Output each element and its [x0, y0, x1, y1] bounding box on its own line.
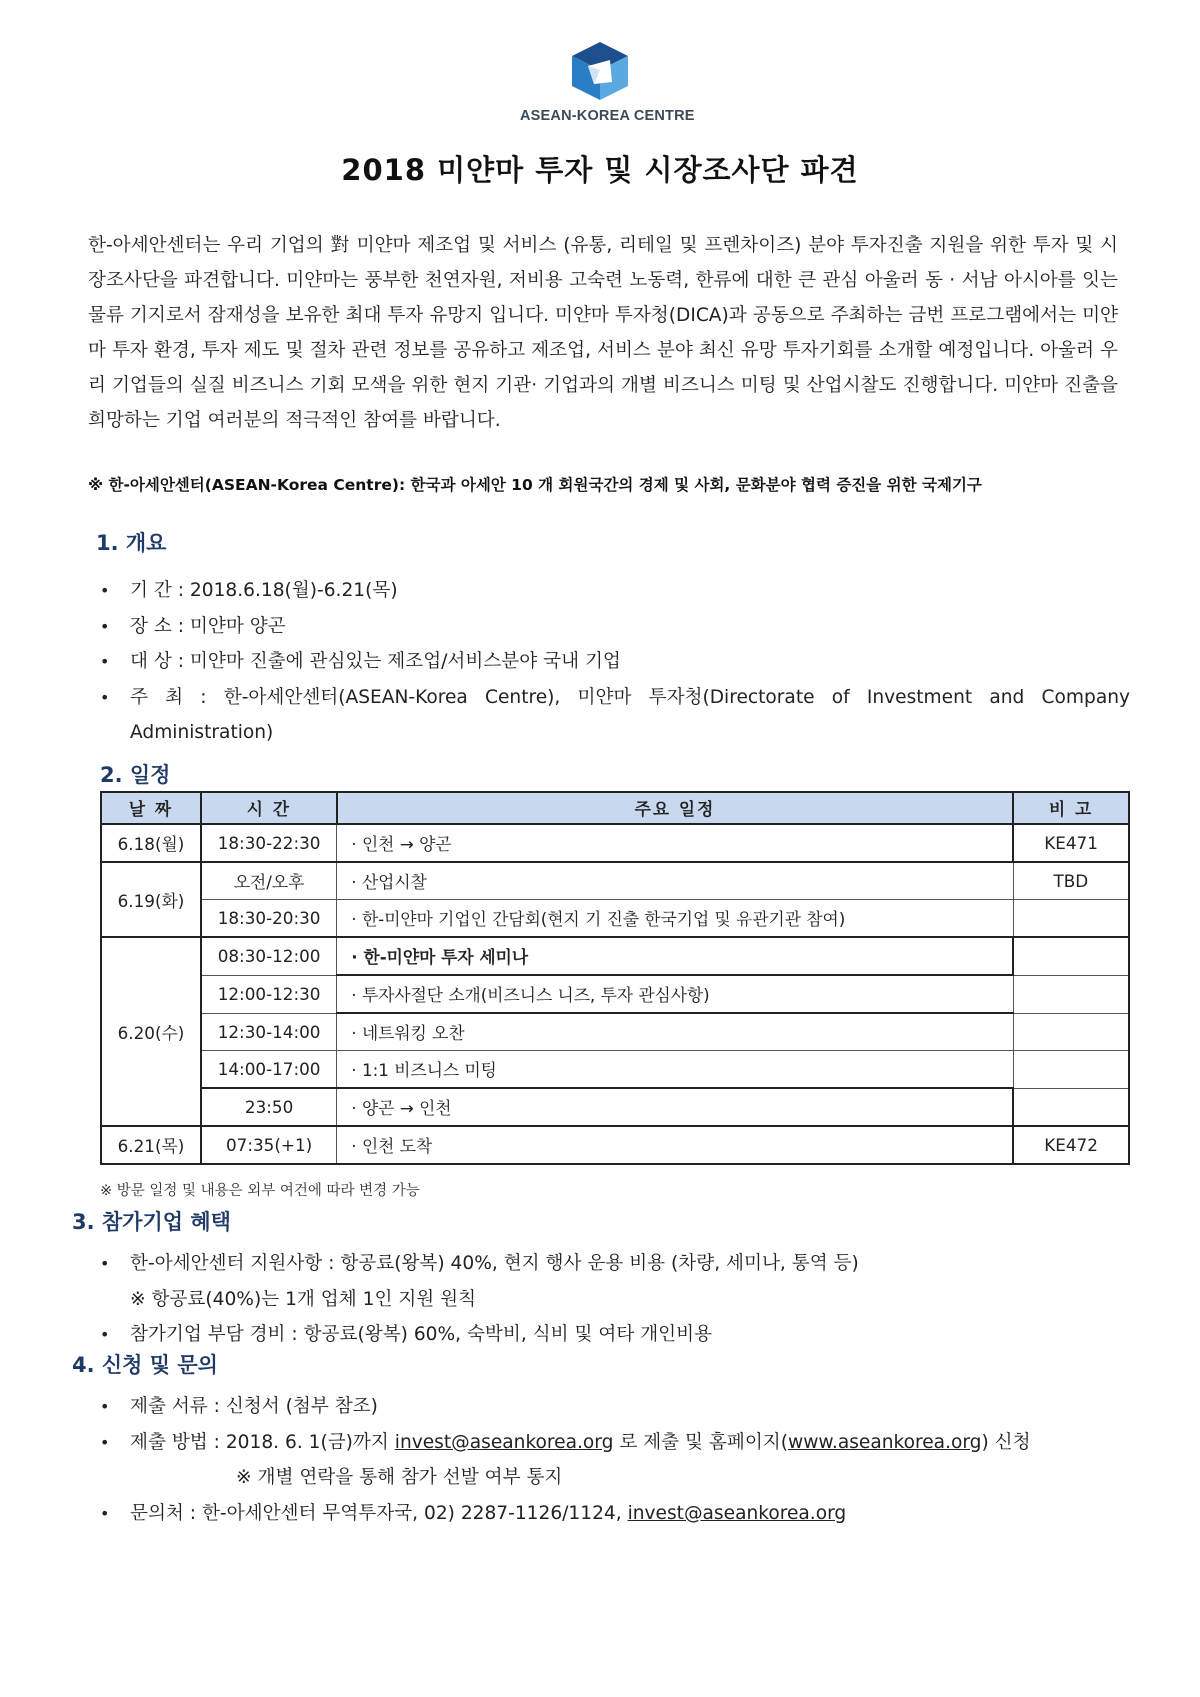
time-cell: 07:35(+1) [201, 1126, 337, 1164]
note-cell [1013, 900, 1129, 938]
note-cell: TBD [1013, 862, 1129, 900]
homepage-link[interactable]: www.aseankorea.org [788, 1431, 982, 1453]
table-row [101, 937, 1129, 975]
time-cell: 18:30-22:30 [201, 824, 337, 862]
section-2-heading: 2. 일정 [100, 763, 171, 787]
logo-text: ASEAN-KOREA CENTRE [520, 108, 695, 124]
list-item: • 제출 서류 : 신청서 (첨부 참조) [100, 1389, 1130, 1425]
page-title: 2018 미얀마 투자 및 시장조사단 파견 [341, 153, 859, 187]
note-cell [1013, 1088, 1129, 1126]
list-item: • 주 최 : 한-아세안센터(ASEAN-Korea Centre), 미얀마 투자청(Directorate of Investment and Company Administration) [100, 680, 1130, 751]
table-row [101, 824, 1129, 862]
list-item [100, 1425, 1130, 1496]
overview-list [100, 573, 1130, 751]
intro-paragraph: 한-아세안센터는 우리 기업의 對 미얀마 제조업 및 서비스 (유통, 리테일 및 프렌차이즈) 분야 투자진출 지원을 위한 투자 및 시장조사단을 파견합니다. 미얀마는 풍부한 천연자원, 저비용 고숙련 노동력, 한류에 대한 큰 관심 아울러 동 · 서남 아시아를 잇는 물류 기지로서 잠재성을 보유한 최대 투자 유망지 입니다. 미얀마 투자청(DICA)과 공동으로 주최하는 금번 프로그램에서는 미얀마 투자 환경, 투자 제도 및 절차 관련 정보를 공유하고 제조업, 서비스 분야 최신 유망 투자기회를 소개할 예정입니다. 아울러 우리 기업들의 실질 비즈니스 기회 모색을 위한 현지 기관· 기업과의 개별 비즈니스 미팅 및 산업시찰도 진행합니다. 미얀마 진출을 희망하는 기업 여러분의 적극적인 참여를 바랍니다. [88, 235, 1118, 431]
logo-cube-icon [568, 40, 632, 102]
event-cell: · 양곤 → 인천 [337, 1088, 1013, 1126]
email-link[interactable]: invest@aseankorea.org [394, 1431, 614, 1453]
table-row [101, 862, 1129, 900]
time-cell: 23:50 [201, 1088, 337, 1126]
event-cell: · 네트워킹 오찬 [337, 1013, 1013, 1051]
event-cell: · 인천 → 양곤 [337, 824, 1013, 862]
header-event: 주요 일정 [337, 792, 1013, 824]
schedule-table [100, 791, 1130, 1165]
section-3-heading: 3. 참가기업 혜택 [72, 1210, 231, 1234]
application-list [100, 1389, 1130, 1531]
table-row [101, 975, 1129, 1013]
header-time: 시 간 [201, 792, 337, 824]
event-cell: · 투자사절단 소개(비즈니스 니즈, 투자 관심사항) [337, 975, 1013, 1013]
date-cell: 6.18(월) [101, 824, 201, 862]
event-cell: · 한-미얀마 투자 세미나 [337, 937, 1013, 975]
submission-note: ※ 개별 연락을 통해 참가 선발 여부 통지 [236, 1467, 563, 1488]
list-item: • 대 상 : 미얀마 진출에 관심있는 제조업/서비스분야 국내 기업 [100, 644, 1130, 680]
asean-korea-centre-logo [520, 40, 695, 124]
benefits-list [100, 1246, 1130, 1353]
time-cell: 18:30-20:30 [201, 900, 337, 938]
time-cell: 14:00-17:00 [201, 1051, 337, 1089]
table-row [101, 1126, 1129, 1164]
note-cell: KE471 [1013, 824, 1129, 862]
event-cell: · 인천 도착 [337, 1126, 1013, 1164]
table-row [101, 1088, 1129, 1126]
event-cell: · 한-미얀마 기업인 간담회(현지 기 진출 한국기업 및 유관기관 참여) [337, 900, 1013, 938]
submission-method-end: ) 신청 [981, 1431, 1031, 1453]
table-row [101, 900, 1129, 938]
schedule-footnote: ※ 방문 일정 및 내용은 외부 여건에 따라 변경 가능 [100, 1183, 420, 1199]
list-item [100, 1496, 1130, 1532]
time-cell: 오전/오후 [201, 862, 337, 900]
table-row [101, 1051, 1129, 1089]
note-cell [1013, 1051, 1129, 1089]
note-cell: KE472 [1013, 1126, 1129, 1164]
section-1-heading: 1. 개요 [96, 531, 167, 555]
date-cell: 6.19(화) [101, 862, 201, 937]
date-cell: 6.20(수) [101, 937, 201, 1126]
list-item: • 장 소 : 미얀마 양곤 [100, 609, 1130, 645]
section-4-heading: 4. 신청 및 문의 [72, 1353, 218, 1377]
table-row [101, 1013, 1129, 1051]
event-cell: · 산업시찰 [337, 862, 1013, 900]
note-cell [1013, 1013, 1129, 1051]
time-cell: 08:30-12:00 [201, 937, 337, 975]
intro-note: ※ 한-아세안센터(ASEAN-Korea Centre): 한국과 아세안 10 개 회원국간의 경제 및 사회, 문화분야 협력 증진을 위한 국제기구 [88, 476, 982, 494]
contact-text: 문의처 : 한-아세안센터 무역투자국, 02) 2287-1126/1124, [130, 1502, 628, 1524]
date-cell: 6.21(목) [101, 1126, 201, 1164]
benefit-support-text: 한-아세안센터 지원사항 : 항공료(왕복) 40%, 현지 행사 운용 비용 (차량, 세미나, 통역 등) [130, 1253, 859, 1274]
header-date: 날 짜 [101, 792, 201, 824]
time-cell: 12:30-14:00 [201, 1013, 337, 1051]
event-cell: · 1:1 비즈니스 미팅 [337, 1051, 1013, 1089]
note-cell [1013, 937, 1129, 975]
list-item: • 참가기업 부담 경비 : 항공료(왕복) 60%, 숙박비, 식비 및 여타 개인비용 [100, 1317, 1130, 1353]
list-item [100, 1246, 1130, 1317]
list-item: • 기 간 : 2018.6.18(월)-6.21(목) [100, 573, 1130, 609]
contact-email-link[interactable]: invest@aseankorea.org [627, 1502, 847, 1524]
submission-method-mid: 로 제출 및 홈페이지( [613, 1431, 788, 1453]
benefit-support-note: ※ 항공료(40%)는 1개 업체 1인 지원 원칙 [130, 1288, 477, 1310]
table-header-row [101, 792, 1129, 824]
submission-method-text: 제출 방법 : 2018. 6. 1(금)까지 [130, 1431, 395, 1453]
header-note: 비 고 [1013, 792, 1129, 824]
note-cell [1013, 975, 1129, 1013]
time-cell: 12:00-12:30 [201, 975, 337, 1013]
